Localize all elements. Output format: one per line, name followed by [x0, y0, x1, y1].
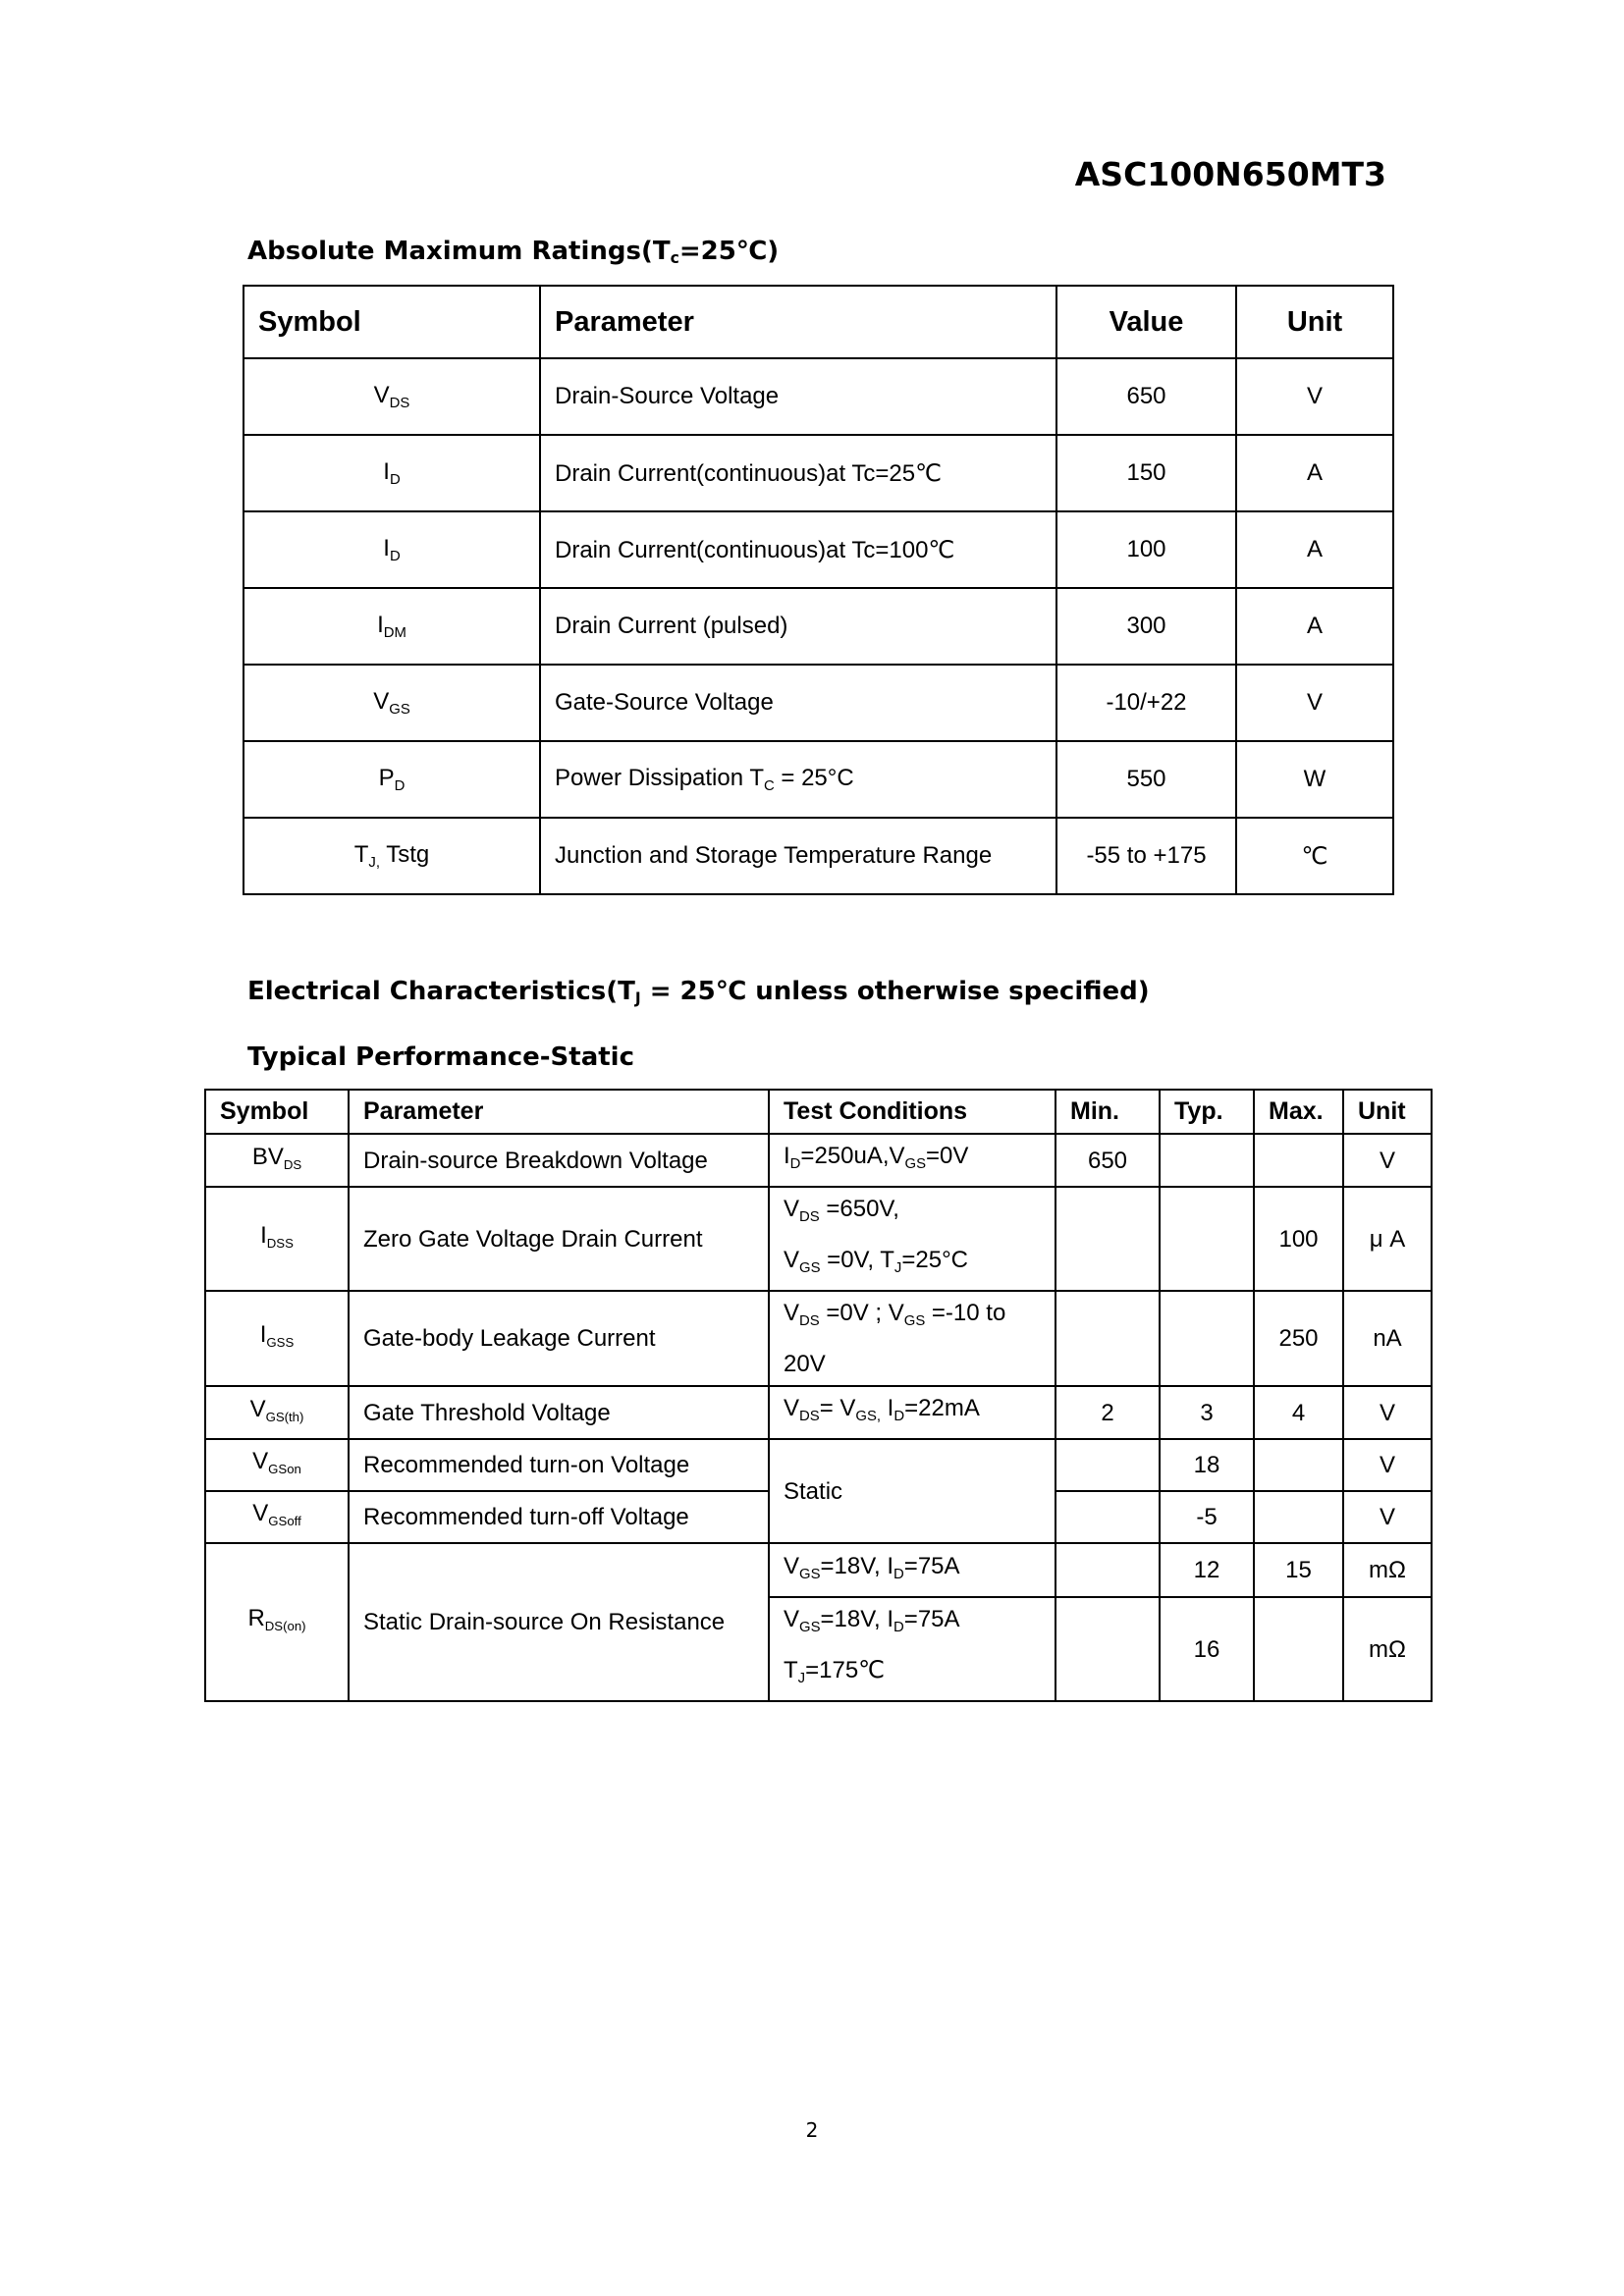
col-header-max: Max.: [1254, 1090, 1343, 1134]
value-cell: 300: [1056, 588, 1236, 665]
unit-cell: A: [1236, 511, 1393, 588]
col-header-value: Value: [1056, 286, 1236, 358]
col-header-typ: Typ.: [1160, 1090, 1254, 1134]
min-cell: [1056, 1597, 1160, 1701]
value-cell: 550: [1056, 741, 1236, 818]
typ-cell: 12: [1160, 1543, 1254, 1597]
symbol-cell: $V_{GSon}$: [205, 1439, 349, 1491]
unit-cell: V: [1343, 1491, 1432, 1543]
symbol-cell: $V_{GS(th)}$: [205, 1386, 349, 1439]
min-cell: 2: [1056, 1386, 1160, 1439]
col-header-parameter: Parameter: [540, 286, 1056, 358]
value-cell: -55 to +175: [1056, 818, 1236, 894]
table-row: [244, 741, 1393, 818]
value-cell: 100: [1056, 511, 1236, 588]
min-cell: [1056, 1439, 1160, 1491]
conditions-cell: $V_{DS}= V_{GS,}$ $I_D=22mA$: [769, 1386, 1056, 1439]
table-header-row: [205, 1090, 1432, 1134]
table-row: [205, 1543, 1432, 1597]
value-cell: -10/+22: [1056, 665, 1236, 741]
unit-cell: V: [1236, 358, 1393, 435]
symbol-cell: $I_{DSS}$: [205, 1187, 349, 1291]
symbol-cell: $I_{DM}$: [244, 588, 540, 665]
unit-cell: V: [1236, 665, 1393, 741]
symbol-cell: $R_{DS(on)}$: [205, 1543, 349, 1701]
col-header-symbol: Symbol: [244, 286, 540, 358]
unit-cell: mΩ: [1343, 1597, 1432, 1701]
parameter-cell: Junction and Storage Temperature Range: [540, 818, 1056, 894]
unit-cell: mΩ: [1343, 1543, 1432, 1597]
symbol-cell: $T_{J,}$ Tstg: [244, 818, 540, 894]
unit-cell: V: [1343, 1386, 1432, 1439]
symbol-cell: $I_{GSS}$: [205, 1291, 349, 1386]
amr-heading: Absolute Maximum $Ratings(T_c=25℃)$: [247, 237, 780, 267]
unit-cell: nA: [1343, 1291, 1432, 1386]
typ-cell: [1160, 1187, 1254, 1291]
conditions-cell: $V_{DS} =650V$, $V_{GS} =0V$, $T_J=25^\circ C$: [769, 1187, 1056, 1291]
min-cell: [1056, 1543, 1160, 1597]
symbol-cell: $V_{GS}$: [244, 665, 540, 741]
max-cell: 15: [1254, 1543, 1343, 1597]
parameter-cell: Recommended turn-off Voltage: [349, 1491, 769, 1543]
page-number: 2: [805, 2118, 819, 2142]
table-row: [205, 1187, 1432, 1291]
typ-cell: 16: [1160, 1597, 1254, 1701]
table-row: [205, 1386, 1432, 1439]
typ-cell: [1160, 1134, 1254, 1187]
parameter-cell: Gate Threshold Voltage: [349, 1386, 769, 1439]
typ-cell: 18: [1160, 1439, 1254, 1491]
parameter-cell: Power Dissipation $T_C = 25^\circ C$: [540, 741, 1056, 818]
conditions-cell: $V_{GS}=18V$, $I_D=75A$ $T_J=175℃$: [769, 1597, 1056, 1701]
unit-cell: W: [1236, 741, 1393, 818]
table-row: [244, 435, 1393, 511]
typ-cell: 3: [1160, 1386, 1254, 1439]
ec-heading: Electrical $Characteristics(T_J$ = 25℃ unless otherwise specified): [247, 977, 1150, 1007]
max-cell: 100: [1254, 1187, 1343, 1291]
min-cell: [1056, 1291, 1160, 1386]
value-cell: 150: [1056, 435, 1236, 511]
table-row: [205, 1439, 1432, 1491]
col-header-conditions: Test Conditions: [769, 1090, 1056, 1134]
parameter-cell: Recommended turn-on Voltage: [349, 1439, 769, 1491]
parameter-cell: Drain-source Breakdown Voltage: [349, 1134, 769, 1187]
max-cell: 250: [1254, 1291, 1343, 1386]
typ-cell: -5: [1160, 1491, 1254, 1543]
table-row: [244, 665, 1393, 741]
min-cell: [1056, 1187, 1160, 1291]
value-cell: 650: [1056, 358, 1236, 435]
col-header-min: Min.: [1056, 1090, 1160, 1134]
absolute-max-ratings-table: [243, 285, 1394, 895]
conditions-cell: Static: [769, 1439, 1056, 1543]
parameter-cell: Drain Current (pulsed): [540, 588, 1056, 665]
table-row: [244, 511, 1393, 588]
col-header-unit: Unit: [1236, 286, 1393, 358]
table-row: [244, 358, 1393, 435]
table-row: [205, 1134, 1432, 1187]
max-cell: [1254, 1597, 1343, 1701]
table-row: [205, 1291, 1432, 1386]
unit-cell: μ A: [1343, 1187, 1432, 1291]
parameter-cell: Gate-body Leakage Current: [349, 1291, 769, 1386]
max-cell: [1254, 1439, 1343, 1491]
min-cell: 650: [1056, 1134, 1160, 1187]
part-number: ASC100N650MT3: [1074, 155, 1386, 193]
col-header-symbol: Symbol: [205, 1090, 349, 1134]
parameter-cell: Static Drain-source On Resistance: [349, 1543, 769, 1701]
typ-cell: [1160, 1291, 1254, 1386]
symbol-cell: $V_{DS}$: [244, 358, 540, 435]
parameter-cell: Drain Current(continuous)at Tc=100℃: [540, 511, 1056, 588]
conditions-cell: $V_{GS}=18V$, $I_D=75A$: [769, 1543, 1056, 1597]
parameter-cell: Drain Current(continuous)at Tc=25℃: [540, 435, 1056, 511]
symbol-cell: $BV_{DS}$: [205, 1134, 349, 1187]
symbol-cell: $I_D$: [244, 511, 540, 588]
symbol-cell: $I_D$: [244, 435, 540, 511]
max-cell: 4: [1254, 1386, 1343, 1439]
conditions-cell: $V_{DS} =0V$ ; $V_{GS} =-10$ to 20V: [769, 1291, 1056, 1386]
max-cell: [1254, 1491, 1343, 1543]
table-row: [244, 818, 1393, 894]
symbol-cell: $V_{GSoff}$: [205, 1491, 349, 1543]
parameter-cell: Zero Gate Voltage Drain Current: [349, 1187, 769, 1291]
symbol-cell: $P_D$: [244, 741, 540, 818]
electrical-characteristics-table: [204, 1089, 1433, 1702]
parameter-cell: Gate-Source Voltage: [540, 665, 1056, 741]
max-cell: [1254, 1134, 1343, 1187]
unit-cell: V: [1343, 1439, 1432, 1491]
unit-cell: V: [1343, 1134, 1432, 1187]
parameter-cell: Drain-Source Voltage: [540, 358, 1056, 435]
table-header-row: [244, 286, 1393, 358]
col-header-unit: Unit: [1343, 1090, 1432, 1134]
conditions-cell: $I_D=250uA,V_{GS}=0V$: [769, 1134, 1056, 1187]
col-header-parameter: Parameter: [349, 1090, 769, 1134]
unit-cell: ℃: [1236, 818, 1393, 894]
unit-cell: A: [1236, 435, 1393, 511]
unit-cell: A: [1236, 588, 1393, 665]
ec-subheading: Typical Performance-Static: [247, 1042, 634, 1072]
table-row: [244, 588, 1393, 665]
min-cell: [1056, 1491, 1160, 1543]
